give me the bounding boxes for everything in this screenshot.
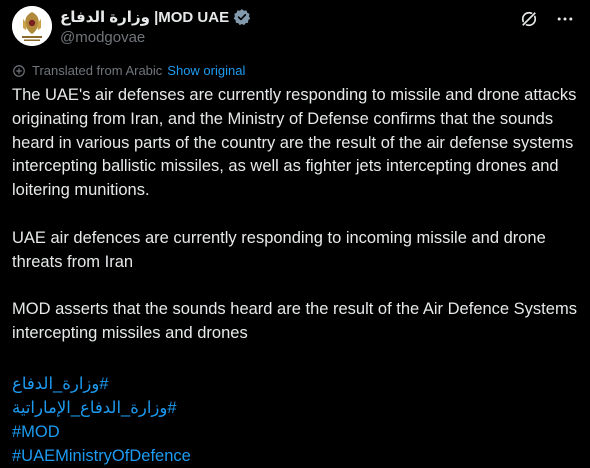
author-identity — [60, 7, 251, 46]
post-paragraph: MOD asserts that the sounds heard are the result of the Air Defence Systems intercepting missiles and drones — [12, 300, 577, 342]
verified-badge-icon[interactable] — [233, 8, 251, 26]
author-name-row — [60, 7, 251, 27]
post-body — [12, 84, 582, 346]
hashtag-link[interactable]: #UAEMinistryOfDefence — [12, 447, 191, 465]
mod-uae-emblem-icon — [12, 6, 52, 46]
author-handle[interactable]: @modgovae — [60, 29, 146, 46]
post-paragraph: UAE air defences are currently responding to incoming missile and drone threats from Iran — [12, 228, 546, 271]
show-original-link[interactable]: Show original — [167, 63, 246, 78]
translated-from-label: Translated from Arabic — [32, 63, 163, 78]
grok-icon[interactable] — [516, 6, 542, 32]
hashtag-link[interactable]: #وزارة_الدفاع — [12, 375, 109, 393]
post-paragraph: The UAE's air defenses are currently responding to missile and drone attacks originating from Iran, and the Ministry of Defense confirms that the sounds heard in various parts of the country are the result of the air defense systems intercepting ballistic missiles, as well as fighter jets intercepting drones and loitering munitions. — [12, 86, 577, 200]
post-header — [12, 6, 578, 50]
hashtag-link[interactable]: #MOD — [12, 423, 60, 441]
hashtag-link[interactable]: #وزارة_الدفاع_الإماراتية — [12, 399, 177, 417]
translate-icon — [12, 64, 26, 78]
translation-notice — [12, 63, 245, 78]
header-actions — [506, 6, 578, 32]
author-display-name[interactable]: وزارة الدفاع |MOD UAE — [60, 9, 230, 26]
avatar[interactable] — [12, 6, 52, 46]
hashtag-list — [12, 372, 191, 468]
more-options-icon[interactable] — [552, 6, 578, 32]
